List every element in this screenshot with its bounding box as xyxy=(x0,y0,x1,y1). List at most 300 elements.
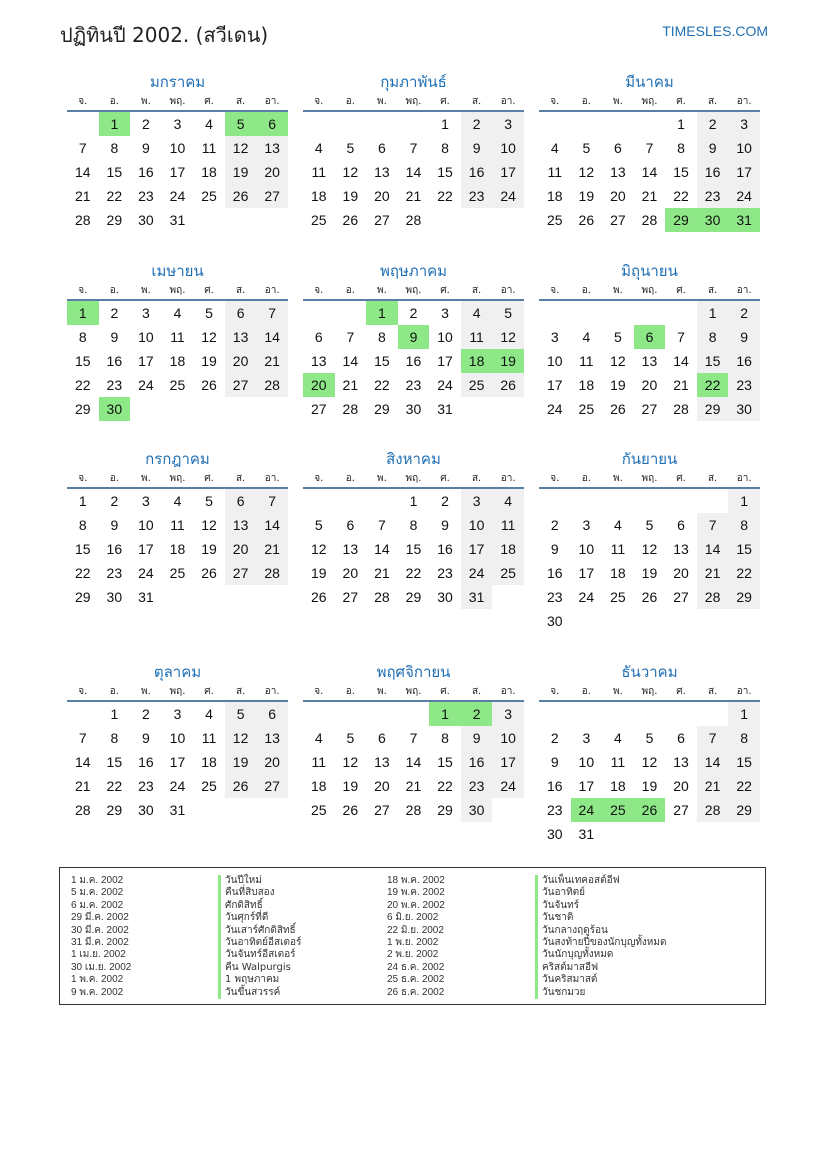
day-cell: 30 xyxy=(99,397,131,421)
day-cell: 8 xyxy=(697,325,729,349)
day-cell: 20 xyxy=(303,373,335,397)
day-cell: 20 xyxy=(374,778,390,794)
weekday-header: อ. xyxy=(99,282,131,300)
month-day-grid xyxy=(539,470,760,633)
holiday-name: วันชกมวย xyxy=(535,987,667,999)
day-cell: 16 xyxy=(138,164,154,180)
weekday-header: ส. xyxy=(697,93,729,111)
empty-day-cell xyxy=(602,822,634,846)
day-cell: 29 xyxy=(728,585,760,609)
day-cell: 12 xyxy=(578,164,595,180)
month-name: กรกฎาคม xyxy=(145,450,210,468)
day-cell: 27 xyxy=(342,589,359,605)
weekday-header: จ. xyxy=(303,683,335,701)
day-cell: 4 xyxy=(461,300,493,325)
day-cell: 25 xyxy=(546,212,563,228)
day-cell: 2 xyxy=(461,111,493,136)
day-cell: 16 xyxy=(728,349,760,373)
day-cell: 4 xyxy=(550,140,559,156)
weekday-header: อา. xyxy=(492,470,524,488)
day-cell: 6 xyxy=(677,517,685,533)
holiday-name: คืนที่สิบสอง xyxy=(218,887,301,899)
day-cell: 6 xyxy=(378,140,386,156)
day-cell: 13 xyxy=(225,325,257,349)
day-cell: 18 xyxy=(310,188,327,204)
weekday-header: อ. xyxy=(99,470,131,488)
holiday-name: วันศุกร์ที่ดี xyxy=(218,912,301,924)
day-cell: 5 xyxy=(346,730,355,746)
month-calendar xyxy=(303,260,524,421)
day-cell: 11 xyxy=(311,754,327,770)
day-cell: 17 xyxy=(138,541,154,557)
day-cell: 2 xyxy=(110,493,119,509)
day-cell: 26 xyxy=(578,212,595,228)
day-cell: 8 xyxy=(110,730,119,746)
month-calendar xyxy=(539,661,760,846)
weekday-header: ส. xyxy=(461,93,493,111)
empty-day-cell xyxy=(665,488,697,513)
day-cell: 22 xyxy=(374,377,390,393)
holiday-names-col-2 xyxy=(535,875,667,999)
empty-day-cell xyxy=(225,208,257,232)
holiday-date: 1 ม.ค. 2002 xyxy=(71,875,124,886)
weekday-header: พฤ. xyxy=(398,93,430,111)
day-cell: 1 xyxy=(429,701,461,726)
holiday-date: 1 เม.ย. 2002 xyxy=(71,949,126,961)
day-cell: 9 xyxy=(550,541,559,557)
day-cell: 28 xyxy=(697,798,729,822)
month-day-grid xyxy=(303,683,524,822)
holiday-dates-col-2 xyxy=(387,875,445,999)
day-cell: 24 xyxy=(169,188,186,204)
empty-day-cell xyxy=(256,208,288,232)
day-cell: 7 xyxy=(256,300,288,325)
day-cell: 14 xyxy=(256,513,288,537)
empty-day-cell xyxy=(492,397,524,421)
day-cell: 21 xyxy=(641,188,658,204)
empty-day-cell xyxy=(634,701,666,726)
weekday-header: อ. xyxy=(335,93,367,111)
day-cell: 25 xyxy=(310,802,327,818)
month-day-grid xyxy=(303,93,524,232)
day-cell: 20 xyxy=(641,377,658,393)
empty-day-cell xyxy=(602,701,634,726)
weekday-header: พฤ. xyxy=(634,93,666,111)
empty-day-cell xyxy=(366,701,398,726)
day-cell: 20 xyxy=(342,565,359,581)
day-cell: 10 xyxy=(169,140,186,156)
day-cell: 29 xyxy=(106,212,123,228)
day-cell: 14 xyxy=(374,541,390,557)
day-cell: 10 xyxy=(546,353,563,369)
day-cell: 26 xyxy=(201,377,217,393)
day-cell: 12 xyxy=(225,726,257,750)
day-cell: 15 xyxy=(697,349,729,373)
weekday-header: พฤ. xyxy=(634,282,666,300)
day-cell: 2 xyxy=(550,517,559,533)
day-cell: 29 xyxy=(405,589,422,605)
month-name: กุมภาพันธ์ xyxy=(380,73,447,91)
day-cell: 27 xyxy=(256,774,288,798)
day-cell: 24 xyxy=(546,401,563,417)
weekday-header: ศ. xyxy=(429,470,461,488)
day-cell: 1 xyxy=(366,300,398,325)
day-cell: 24 xyxy=(492,774,524,798)
weekday-header: ส. xyxy=(225,683,257,701)
weekday-header: อา. xyxy=(492,282,524,300)
day-cell: 16 xyxy=(405,353,422,369)
month-name: สิงหาคม xyxy=(386,450,441,468)
day-cell: 25 xyxy=(310,212,327,228)
day-cell: 11 xyxy=(547,164,563,180)
holiday-name: วันนักบุญทั้งหมด xyxy=(535,949,667,961)
empty-day-cell xyxy=(665,300,697,325)
day-cell: 12 xyxy=(201,329,217,345)
holiday-date: 1 พ.ย. 2002 xyxy=(387,937,439,949)
empty-day-cell xyxy=(303,701,335,726)
day-cell: 3 xyxy=(728,111,760,136)
day-cell: 6 xyxy=(677,730,685,746)
day-cell: 12 xyxy=(641,754,658,770)
day-cell: 27 xyxy=(374,212,390,228)
empty-day-cell xyxy=(366,488,398,513)
day-cell: 18 xyxy=(310,778,327,794)
empty-day-cell xyxy=(67,701,99,726)
day-cell: 20 xyxy=(610,188,626,204)
weekday-header: พ. xyxy=(366,93,398,111)
day-cell: 19 xyxy=(342,778,359,794)
day-cell: 4 xyxy=(314,140,323,156)
month-name: กันยายน xyxy=(621,450,678,468)
empty-day-cell xyxy=(492,798,524,822)
day-cell: 30 xyxy=(138,212,154,228)
weekday-header: อา. xyxy=(256,470,288,488)
empty-day-cell xyxy=(461,208,493,232)
day-cell: 7 xyxy=(378,517,386,533)
day-cell: 22 xyxy=(405,565,422,581)
day-cell: 13 xyxy=(641,353,658,369)
day-cell: 12 xyxy=(225,136,257,160)
day-cell: 7 xyxy=(645,140,654,156)
day-cell: 27 xyxy=(641,401,658,417)
holiday-date: 6 มิ.ย. 2002 xyxy=(387,912,439,924)
day-cell: 23 xyxy=(106,377,123,393)
empty-day-cell xyxy=(225,798,257,822)
weekday-header: ส. xyxy=(225,470,257,488)
day-cell: 25 xyxy=(201,188,217,204)
weekday-header: ศ. xyxy=(665,683,697,701)
weekday-header: พ. xyxy=(130,282,162,300)
day-cell: 29 xyxy=(728,798,760,822)
day-cell: 2 xyxy=(142,116,150,132)
month-name: เมษายน xyxy=(151,262,204,280)
day-cell: 28 xyxy=(256,561,288,585)
day-cell: 3 xyxy=(492,701,524,726)
weekday-header: พ. xyxy=(366,282,398,300)
empty-day-cell xyxy=(602,300,634,325)
day-cell: 2 xyxy=(142,706,150,722)
empty-day-cell xyxy=(697,488,729,513)
weekday-header: อา. xyxy=(492,683,524,701)
day-cell: 3 xyxy=(173,116,182,132)
day-cell: 31 xyxy=(169,212,186,228)
empty-day-cell xyxy=(571,488,603,513)
day-cell: 16 xyxy=(697,160,729,184)
day-cell: 15 xyxy=(74,353,91,369)
day-cell: 22 xyxy=(437,778,453,794)
weekday-header: ศ. xyxy=(665,93,697,111)
weekday-header: ส. xyxy=(225,93,257,111)
day-cell: 9 xyxy=(461,726,493,750)
day-cell: 18 xyxy=(610,778,626,794)
day-cell: 11 xyxy=(579,353,594,369)
weekday-header: อ. xyxy=(335,282,367,300)
day-cell: 13 xyxy=(256,136,288,160)
day-cell: 11 xyxy=(492,513,524,537)
day-cell: 29 xyxy=(74,401,91,417)
holiday-date: 19 พ.ค. 2002 xyxy=(387,887,445,899)
day-cell: 30 xyxy=(728,397,760,421)
day-cell: 15 xyxy=(728,750,760,774)
day-cell: 20 xyxy=(225,349,257,373)
day-cell: 20 xyxy=(225,537,257,561)
weekday-header: พ. xyxy=(602,683,634,701)
holiday-date: 9 พ.ค. 2002 xyxy=(71,986,124,998)
day-cell: 15 xyxy=(673,164,689,180)
empty-day-cell xyxy=(571,609,603,633)
weekday-header: อ. xyxy=(99,683,131,701)
day-cell: 8 xyxy=(110,140,119,156)
month-calendar xyxy=(67,71,288,232)
day-cell: 17 xyxy=(492,160,524,184)
weekday-header: อ. xyxy=(571,282,603,300)
day-cell: 1 xyxy=(78,493,87,509)
month-day-grid xyxy=(67,470,288,609)
day-cell: 31 xyxy=(578,826,595,842)
holiday-name: วันเสาร์ศักดิสิทธิ์ xyxy=(218,925,301,937)
weekday-header: จ. xyxy=(539,683,571,701)
empty-day-cell xyxy=(398,701,430,726)
empty-day-cell xyxy=(67,111,99,136)
day-cell: 29 xyxy=(665,208,697,232)
holiday-date: 5 ม.ค. 2002 xyxy=(71,887,124,899)
day-cell: 23 xyxy=(546,802,563,818)
empty-day-cell xyxy=(303,300,335,325)
empty-day-cell xyxy=(193,798,225,822)
day-cell: 2 xyxy=(550,730,559,746)
holiday-name: ศักดิสิทธิ์ xyxy=(218,900,301,912)
empty-day-cell xyxy=(225,585,257,609)
day-cell: 17 xyxy=(437,353,453,369)
day-cell: 23 xyxy=(546,589,563,605)
holiday-date: 24 ธ.ค. 2002 xyxy=(387,961,445,973)
day-cell: 8 xyxy=(78,517,87,533)
weekday-header: ศ. xyxy=(429,282,461,300)
holiday-name: วันจันทร์ xyxy=(535,900,667,912)
day-cell: 23 xyxy=(405,377,422,393)
weekday-header: พฤ. xyxy=(398,470,430,488)
site-link[interactable]: TIMESLES.COM xyxy=(662,23,768,39)
day-cell: 4 xyxy=(614,730,622,746)
day-cell: 15 xyxy=(106,164,123,180)
day-cell: 18 xyxy=(546,188,563,204)
empty-day-cell xyxy=(193,585,225,609)
day-cell: 3 xyxy=(461,488,493,513)
empty-day-cell xyxy=(303,488,335,513)
day-cell: 18 xyxy=(492,537,524,561)
month-day-grid xyxy=(539,683,760,846)
day-cell: 30 xyxy=(437,589,453,605)
day-cell: 11 xyxy=(461,325,493,349)
month-day-grid xyxy=(67,282,288,421)
day-cell: 26 xyxy=(225,184,257,208)
empty-day-cell xyxy=(335,300,367,325)
weekday-header: ส. xyxy=(697,470,729,488)
day-cell: 8 xyxy=(728,726,760,750)
day-cell: 22 xyxy=(106,188,123,204)
day-cell: 28 xyxy=(405,802,422,818)
day-cell: 16 xyxy=(546,565,563,581)
empty-day-cell xyxy=(571,111,603,136)
day-cell: 17 xyxy=(169,164,186,180)
day-cell: 18 xyxy=(201,164,217,180)
empty-day-cell xyxy=(665,701,697,726)
day-cell: 23 xyxy=(728,373,760,397)
day-cell: 3 xyxy=(441,305,449,321)
empty-day-cell xyxy=(539,111,571,136)
day-cell: 24 xyxy=(437,377,453,393)
day-cell: 28 xyxy=(342,401,359,417)
day-cell: 12 xyxy=(492,325,524,349)
holiday-date: 22 มิ.ย. 2002 xyxy=(387,924,444,936)
weekday-header: พฤ. xyxy=(398,282,430,300)
day-cell: 9 xyxy=(110,329,119,345)
day-cell: 21 xyxy=(697,774,729,798)
holiday-date: 6 ม.ค. 2002 xyxy=(71,899,124,911)
holiday-date: 31 มี.ค. 2002 xyxy=(71,937,129,949)
day-cell: 27 xyxy=(225,373,257,397)
day-cell: 14 xyxy=(405,754,422,770)
day-cell: 4 xyxy=(173,305,182,321)
day-cell: 11 xyxy=(201,730,217,746)
day-cell: 9 xyxy=(142,730,150,746)
day-cell: 5 xyxy=(492,300,524,325)
day-cell: 27 xyxy=(256,184,288,208)
day-cell: 13 xyxy=(342,541,359,557)
weekday-header: อา. xyxy=(256,93,288,111)
day-cell: 25 xyxy=(201,778,217,794)
empty-day-cell xyxy=(728,609,760,633)
day-cell: 29 xyxy=(437,802,453,818)
day-cell: 17 xyxy=(728,160,760,184)
empty-day-cell xyxy=(571,300,603,325)
holiday-date: 1 พ.ค. 2002 xyxy=(71,974,124,986)
day-cell: 26 xyxy=(201,565,217,581)
day-cell: 23 xyxy=(461,774,493,798)
weekday-header: พ. xyxy=(602,470,634,488)
day-cell: 21 xyxy=(374,565,390,581)
day-cell: 19 xyxy=(310,565,327,581)
holiday-date: 30 เม.ย. 2002 xyxy=(71,961,132,973)
month-name: พฤษภาคม xyxy=(379,262,448,280)
day-cell: 6 xyxy=(314,329,323,345)
empty-day-cell xyxy=(665,609,697,633)
holiday-date: 25 ธ.ค. 2002 xyxy=(387,974,445,986)
day-cell: 22 xyxy=(728,774,760,798)
month-day-grid xyxy=(539,282,760,421)
day-cell: 19 xyxy=(641,778,658,794)
day-cell: 28 xyxy=(673,401,689,417)
day-cell: 4 xyxy=(614,517,622,533)
day-cell: 13 xyxy=(225,513,257,537)
empty-day-cell xyxy=(461,397,493,421)
day-cell: 5 xyxy=(225,701,257,726)
day-cell: 12 xyxy=(342,754,359,770)
weekday-header: จ. xyxy=(539,470,571,488)
empty-day-cell xyxy=(728,822,760,846)
day-cell: 3 xyxy=(173,706,182,722)
day-cell: 10 xyxy=(578,754,595,770)
day-cell: 27 xyxy=(673,802,689,818)
day-cell: 21 xyxy=(256,537,288,561)
day-cell: 2 xyxy=(728,300,760,325)
day-cell: 8 xyxy=(441,140,449,156)
empty-day-cell xyxy=(602,609,634,633)
day-cell: 5 xyxy=(614,329,622,345)
month-day-grid xyxy=(303,470,524,609)
day-cell: 28 xyxy=(641,212,658,228)
day-cell: 15 xyxy=(374,353,390,369)
day-cell: 22 xyxy=(673,188,689,204)
weekday-header: จ. xyxy=(67,470,99,488)
day-cell: 22 xyxy=(728,561,760,585)
day-cell: 7 xyxy=(78,730,87,746)
day-cell: 13 xyxy=(610,164,626,180)
day-cell: 7 xyxy=(677,329,685,345)
empty-day-cell xyxy=(193,397,225,421)
day-cell: 5 xyxy=(582,140,591,156)
holiday-name: วันเพ็นเทคอสต์อีฟ xyxy=(535,875,667,887)
day-cell: 17 xyxy=(492,750,524,774)
empty-day-cell xyxy=(193,208,225,232)
day-cell: 24 xyxy=(578,589,595,605)
day-cell: 7 xyxy=(697,513,729,537)
weekday-header: จ. xyxy=(67,93,99,111)
day-cell: 14 xyxy=(405,164,422,180)
day-cell: 20 xyxy=(256,750,288,774)
empty-day-cell xyxy=(539,488,571,513)
day-cell: 11 xyxy=(311,164,327,180)
day-cell: 17 xyxy=(578,565,595,581)
month-day-grid xyxy=(67,93,288,232)
weekday-header: พ. xyxy=(366,683,398,701)
day-cell: 18 xyxy=(169,353,186,369)
day-cell: 9 xyxy=(697,136,729,160)
month-name: มิถุนายน xyxy=(621,262,678,280)
empty-day-cell xyxy=(429,208,461,232)
day-cell: 8 xyxy=(677,140,685,156)
day-cell: 5 xyxy=(205,305,213,321)
day-cell: 24 xyxy=(138,565,154,581)
day-cell: 14 xyxy=(673,353,689,369)
day-cell: 26 xyxy=(342,212,359,228)
holiday-name: วันชาติ xyxy=(535,912,667,924)
weekday-header: ส. xyxy=(697,683,729,701)
day-cell: 28 xyxy=(74,212,91,228)
weekday-header: จ. xyxy=(67,282,99,300)
day-cell: 12 xyxy=(610,353,626,369)
day-cell: 21 xyxy=(673,377,689,393)
